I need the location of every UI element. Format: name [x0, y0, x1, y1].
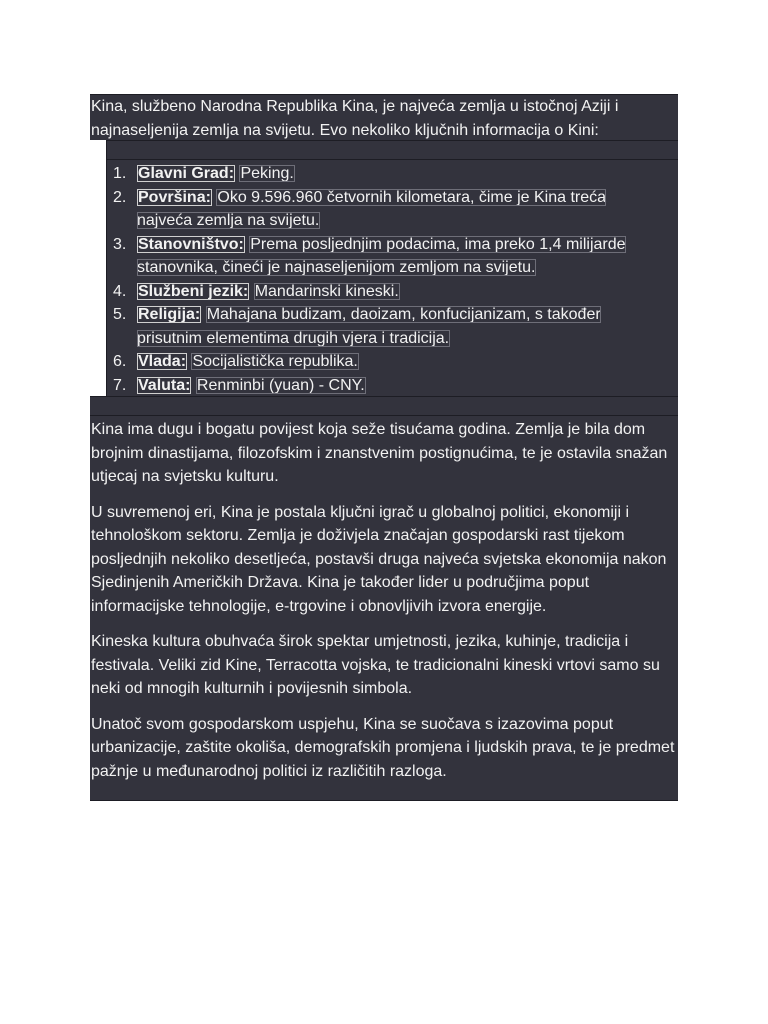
fact-value-population: Prema posljednjim podacima, ima preko 1,4 milijarde stanovnika, čineći je najnaseljenijom zemljom na svijetu. — [137, 235, 626, 276]
fact-key-government: Vlada: — [138, 353, 187, 370]
list-item-number: 5. — [113, 306, 127, 323]
intro-paragraph: Kina, službeno Narodna Republika Kina, je najveća zemlja u istočnoj Aziji i najnaseljenija zemlja na svijetu. Evo nekoliko ključnih informacija o Kini: — [91, 98, 619, 139]
fact-key-capital: Glavni Grad: — [138, 165, 235, 182]
intro-block — [90, 94, 678, 140]
culture-paragraph: Kineska kultura obuhvaća širok spektar umjetnosti, jezika, kuhinje, tradicija i festivala. Veliki zid Kine, Terracotta vojska, te tradicionalni kineski vrtovi samo su neki od mnogih kulturnih i povijesnih simbola. — [91, 633, 660, 697]
list-item-number: 7. — [113, 376, 127, 394]
list-item-number: 1. — [113, 165, 127, 182]
fact-key-currency: Valuta: — [138, 376, 191, 394]
list-item — [107, 233, 637, 280]
list-item — [107, 280, 637, 304]
list-item-number: 4. — [113, 282, 127, 300]
fact-value-currency: Renminbi (yuan) - CNY. — [196, 376, 365, 394]
list-item-number: 2. — [113, 188, 127, 206]
fact-value-capital: Peking. — [240, 165, 294, 182]
history-paragraph: Kina ima dugu i bogatu povijest koja seže tisućama godina. Zemlja je bila dom brojnim dinastijama, filozofskim i znanstvenim postignućima, te je ostavila snažan utjecaj na svjetsku kulturu. — [91, 421, 668, 485]
fact-value-area: Oko 9.596.960 četvornih kilometara, čime je Kina treća najveća zemlja na svijetu. — [137, 188, 607, 229]
list-item-number: 6. — [113, 353, 127, 370]
list-item-number: 3. — [113, 235, 127, 253]
fact-key-language: Službeni jezik: — [138, 282, 249, 300]
fact-value-language: Mandarinski kineski. — [254, 282, 399, 300]
list-item — [107, 186, 637, 233]
fact-value-government: Socijalistička republika. — [192, 353, 358, 370]
section-divider — [90, 396, 678, 416]
modern-era-paragraph: U suvremenoj eri, Kina je postala ključni igrač u globalnoj politici, ekonomiji i tehnološkom sektoru. Zemlja je doživjela značajan gospodarski rast tijekom posljednjih nekoliko desetljeća, postavši druga najveća svjetska ekonomija nakon Sjedinjenih Američkih Država. Kina je također lider u područjima poput informacijske tehnologije, e-trgovine i obnovljivih izvora energije. — [91, 503, 667, 615]
facts-block — [106, 160, 678, 396]
list-item — [107, 374, 637, 398]
fact-key-religion: Religija: — [138, 306, 201, 323]
fact-value-religion: Mahajana budizam, daoizam, konfucijanizam, s također prisutnim elementima drugih vjera i tradicija. — [137, 306, 601, 347]
list-item — [107, 303, 637, 350]
body-block — [90, 416, 678, 801]
list-header-bar — [106, 140, 678, 160]
fact-key-population: Stanovništvo: — [138, 235, 244, 253]
challenges-paragraph: Unatoč svom gospodarskom uspjehu, Kina se suočava s izazovima poput urbanizacije, zaštite okoliša, demografskih promjena i ljudskih prava, te je predmet pažnje u međunarodnoj politici iz različitih razloga. — [91, 715, 675, 780]
list-item — [107, 350, 637, 374]
fact-key-area: Površina: — [138, 188, 211, 206]
facts-list — [107, 162, 637, 397]
list-item — [107, 162, 637, 186]
